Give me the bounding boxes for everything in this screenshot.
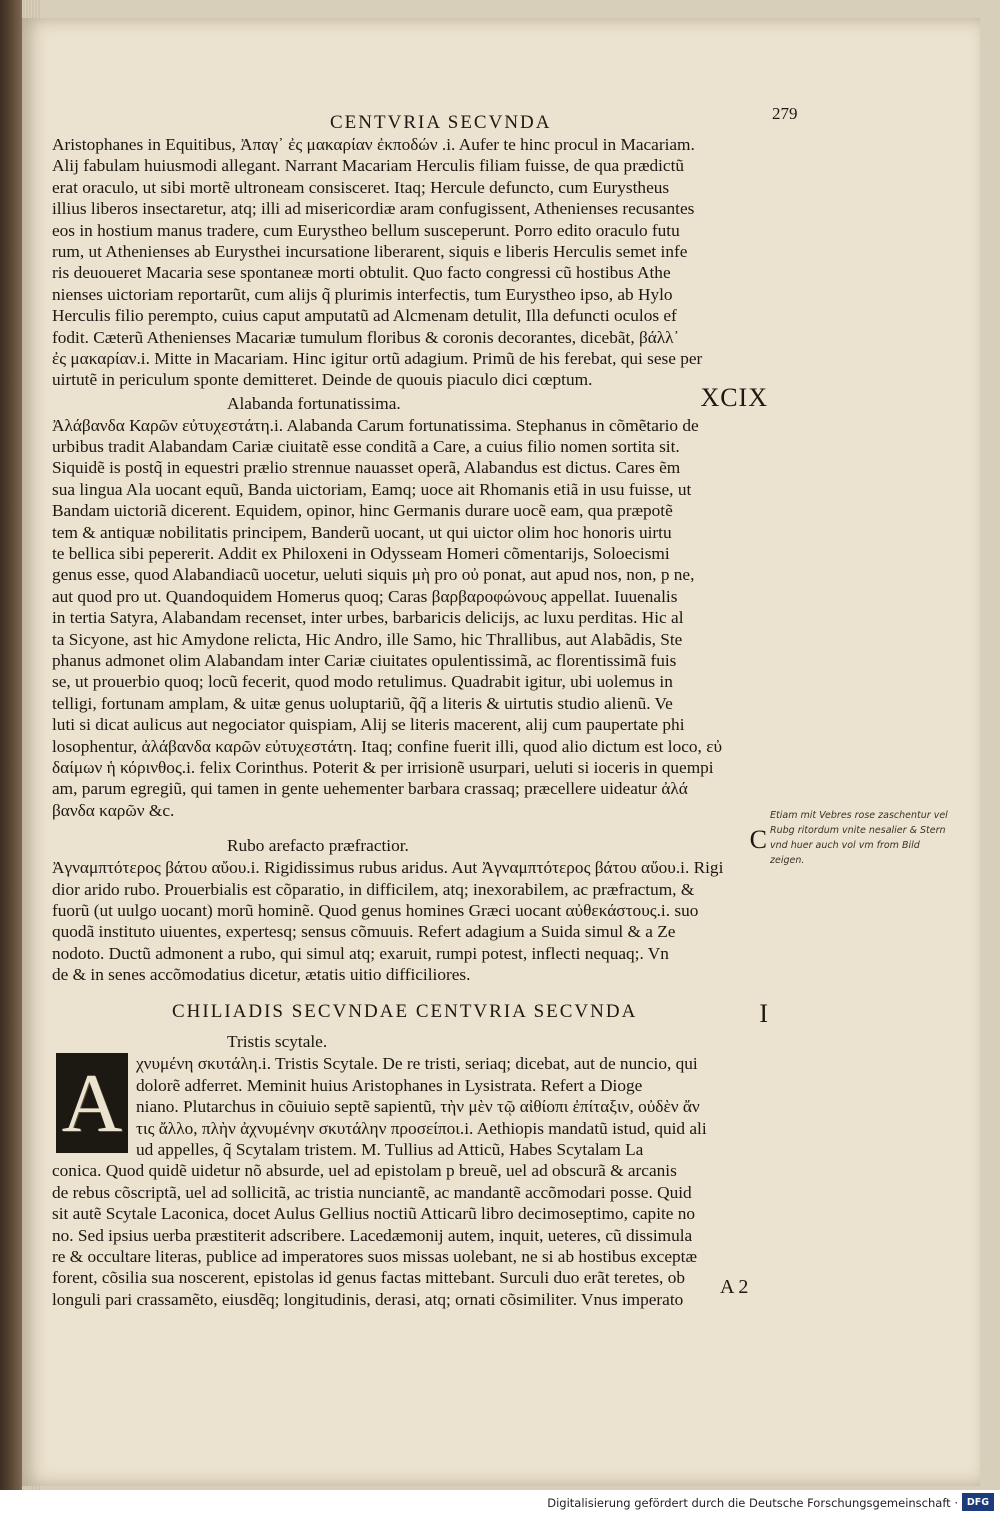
woodcut-initial bbox=[56, 1053, 128, 1153]
text-line: χνυμένη σκυτάλη.i. Tristis Scytale. De re tristi, seriaq; dicebat, aut de nuncio, qui bbox=[136, 1054, 698, 1074]
initial-letter: A bbox=[61, 1056, 123, 1150]
text-line: am, parum egregiũ, qui tamen in gente uehementer barbara crassaq; præcellere uideatur ἀλά bbox=[52, 779, 688, 799]
book-spine bbox=[0, 0, 22, 1490]
paragraph-scytale bbox=[52, 1160, 768, 1310]
text-line: aut quod pro ut. Quandoquidem Homerus quoq; Caras βαρβαροφώνους appellat. Iuuenalis bbox=[52, 586, 678, 606]
text-line: dior arido rubo. Prouerbialis est cõparatio, in difficilem, atq; inexorabilem, ac præfractum, & bbox=[52, 879, 695, 899]
margin-note-line: vnd huer auch vol vm from Bild bbox=[770, 840, 920, 851]
text-line: te bellica sibi pepererit. Addit ex Philoxeni in Odysseam Homeri cõmentarijs, Soloecismi bbox=[52, 544, 670, 564]
text-line: luti si dicat aulicus aut negociator quispiam, Alij se literis macerent, alij cum paupertate phi bbox=[52, 715, 685, 735]
text-line: Siquidẽ is postq̃ in equestri prælio strennue nauasset operã, Alabandus est dictus. Cares ẽm bbox=[52, 458, 681, 478]
text-line: βανδα καρῶν &c. bbox=[52, 800, 175, 820]
margin-note-line: Rubg ritordum vnite nesalier & Stern bbox=[770, 825, 946, 836]
text-line: dolorẽ adferret. Meminit huius Aristophanes in Lysistrata. Refert a Dioge bbox=[136, 1075, 643, 1095]
text-line: de & in senes accõmodatius dicetur, ætatis uitio difficiliores. bbox=[52, 965, 471, 985]
entry-heading-i bbox=[52, 1029, 768, 1053]
text-line: re & occultare literas, publice ad imperatores suos missas uolebant, ne si ab hostibus exceptæ bbox=[52, 1246, 697, 1266]
text-line: Herculis filio perempto, cuius caput amputatũ ad Alcmenam detulit, Illa defuncti oculos ef bbox=[52, 306, 677, 326]
dropcap-paragraph bbox=[52, 1053, 768, 1160]
text-line: Ἀλάβανδα Καρῶν εὐτυχεστάτη.i. Alabanda Carum fortunatissima. Stephanus in cõmẽtario de bbox=[52, 415, 699, 435]
text-line: Alij fabulam huiusmodi allegant. Narrant Macariam Herculis filiam fuisse, de qua prædictũ bbox=[52, 156, 685, 176]
text-line: Ἀγναμπτότερος βάτου αὔου.i. Rigidissimus rubus aridus. Aut Ἀγναμπτότερος βάτου αὔου.i. Rigi bbox=[52, 858, 724, 878]
text-line: fuorũ (ut uulgo uocant) morũ hominẽ. Quod genus homines Græci uocant αὐθεκάστους.i. suo bbox=[52, 900, 699, 920]
text-line: sit autẽ Scytale Laconica, docet Aulus Gellius noctiũ Atticarũ libro decimoseptimo, capite no bbox=[52, 1204, 696, 1224]
funding-credit: Digitalisierung gefördert durch die Deutsche Forschungsgemeinschaft · bbox=[547, 1496, 958, 1510]
paragraph-macaria bbox=[52, 134, 768, 391]
text-line: genus esse, quod Alabandiacũ uocetur, ueluti siquis μὴ pro οὐ ponat, aut apud nos, non, p ne, bbox=[52, 565, 695, 585]
entry-title: Alabanda fortunatissima. bbox=[227, 393, 401, 413]
text-line: phanus admonet olim Alabandam inter Cariæ ciuitates opulentissimã, ac florentissimã fuis bbox=[52, 650, 677, 670]
margin-note-line: Etiam mit Vebres rose zaschentur vel bbox=[770, 810, 948, 821]
text-line: eos in hostium manus tradere, cum Eurystheo bellum susceperunt. Porro edito oraculo futu bbox=[52, 220, 680, 240]
dfg-logo: DFG bbox=[962, 1493, 994, 1511]
text-line: uirtutẽ in periculum sponte demitteret. Deinde de quouis piaculo dici cœptum. bbox=[52, 370, 593, 390]
text-line: sua lingua Ala uocant equũ, Banda uictoriam, Eamq; uoce ait Rhomanis etiã in usu fuisse, ut bbox=[52, 479, 692, 499]
dropcap-lines bbox=[52, 1053, 768, 1160]
text-line: telligi, fortunam amplam, & uitæ genus uoluptariũ, q̃q̃ a literis & uirtutis studio alienũ. Ve bbox=[52, 693, 673, 713]
text-line: Bandam uictoriã dicerent. Equidem, opinor, hinc Germanis durare uocẽ eam, qua præpotẽ bbox=[52, 501, 673, 521]
text-line: quodã instituto uiuentes, expertesq; sensus cõmuuis. Refert adagium a Suida simul & a Ze bbox=[52, 922, 676, 942]
text-block bbox=[52, 134, 768, 1310]
text-line: nodoto. Ductũ admonent a rubo, qui simul atq; exaruit, rumpi potest, inflecti nequaq;. Vn bbox=[52, 943, 669, 963]
footer-bar bbox=[0, 1490, 1000, 1516]
text-line: conica. Quod quidẽ uidetur nõ absurde, uel ad epistolam p breuẽ, uel ad obscurã & arcanis bbox=[52, 1161, 677, 1181]
paragraph-rubo bbox=[52, 857, 768, 985]
paragraph-alabanda bbox=[52, 415, 768, 821]
text-line: ud appelles, q̃ Scytalam tristem. M. Tullius ad Atticũ, Habes Scytalam La bbox=[136, 1140, 644, 1160]
entry-numeral: XCIX bbox=[700, 382, 768, 412]
text-line: Aristophanes in Equitibus, Ἀπαγ᾽ ἐς μακαρίαν ἐκποδών .i. Aufer te hinc procul in Macariam. bbox=[52, 135, 695, 154]
running-head: CENTVRIA SECVNDA bbox=[330, 112, 552, 133]
text-line: no. Sed ipsius uerba præstiterit adscribere. Lacedæmonij autem, inquit, ueteres, cũ dissimula bbox=[52, 1225, 693, 1245]
text-line: forent, cõsilia sua noscerent, epistolas id genus factas mittebant. Surculi duo erãt teretes, ob bbox=[52, 1268, 685, 1288]
entry-heading-xcix bbox=[52, 382, 768, 415]
entry-numeral: C bbox=[749, 825, 768, 855]
text-line: ἐς μακαρίαν.i. Mitte in Macariam. Hinc igitur ortũ adagium. Primũ de his ferebat, qui sese per bbox=[52, 348, 703, 368]
text-line: ta Sicyone, ast hic Amydone relicta, Hic Andro, ille Samo, hic Thrallibus, aut Alabãdis, Ste bbox=[52, 629, 683, 649]
entry-title: Rubo arefacto præfractior. bbox=[227, 836, 409, 856]
signature-mark: A 2 bbox=[720, 1276, 749, 1298]
text-line: de rebus cõscriptã, uel ad sollicitã, ac tristia nunciantẽ, ac mandantẽ accõmodari posse. Quid bbox=[52, 1182, 692, 1202]
entry-title: Tristis scytale. bbox=[227, 1032, 328, 1052]
text-line: rum, ut Athenienses ab Eurysthei incursatione liberarent, siquis e liberis Herculis semet infe bbox=[52, 241, 688, 261]
page-number: 279 bbox=[772, 104, 798, 123]
text-line: fodit. Cæterũ Athenienses Macariæ tumulum floribus & coronis decorantes, dicebãt, βάλλ᾽ bbox=[52, 327, 680, 347]
text-line: se, ut prouerbio quoq; locũ fecerit, quod modo retulimus. Quadrabit igitur, ubi uolemus in bbox=[52, 672, 673, 692]
text-line: nienses uictoriam reportarũt, cum alijs q̃ plurimis interfectis, tum Eurystheo ipso, ab Hylo bbox=[52, 284, 673, 304]
text-line: erat oraculo, ut sibi mortẽ ultroneam consisceret. Itaq; Hercule defuncto, cum Eurystheus bbox=[52, 177, 670, 197]
section-numeral: I bbox=[759, 999, 768, 1029]
text-line: longuli pari crassamẽto, eiusdẽq; longitudinis, derasi, atq; ornati cõsimiliter. Vnus imperato bbox=[52, 1289, 684, 1309]
text-line: tem & antiquæ nobilitatis principem, Banderũ uocant, ut qui uictor olim hoc honoris uirtu bbox=[52, 522, 672, 542]
text-line: illius liberos insectaretur, atq; illi ad misericordiæ aram confugissent, Athenienses recusantes bbox=[52, 199, 695, 219]
section-title: CHILIADIS SECVNDAE CENTVRIA SECVNDA bbox=[172, 1001, 638, 1023]
section-heading bbox=[52, 995, 768, 1029]
text-line: τις ἄλλο, πλὴν ἀχνυμένην σκυτάλην προσείποι.i. Aethiopis mandatũ istud, quid ali bbox=[136, 1118, 707, 1138]
text-line: δαίμων ἡ κόρινθος.i. felix Corinthus. Poterit & per irrisionẽ usurpari, ueluti si ioceris in quempi bbox=[52, 757, 714, 777]
margin-note-line: zeigen. bbox=[770, 855, 805, 866]
text-line: ris deuoueret Macaria sese spontaneæ morti obtulit. Quo facto congressi cũ hostibus Athe bbox=[52, 263, 671, 283]
text-line: in tertia Satyra, Alabandam recenset, inter urbes, barbaricis delicijs, ac luxu perditas. Hic al bbox=[52, 608, 684, 628]
text-line: urbibus tradit Alabandam Cariæ ciuitatẽ esse conditã a Care, a cuius filio nomen sortita sit. bbox=[52, 437, 680, 457]
entry-heading-c bbox=[52, 825, 768, 857]
handwritten-margin-note bbox=[770, 808, 985, 868]
text-line: losophentur, ἀλάβανδα καρῶν εὐτυχεστάτη. Itaq; confine fuerit illi, quod alio dictum est loco, εὐ bbox=[52, 736, 723, 756]
text-line: niano. Plutarchus in cõuiuio septẽ sapientũ, τὴν μὲν τῷ αἰθίοπι ἐπίταξιν, οὐδὲν ἄν bbox=[136, 1097, 700, 1117]
